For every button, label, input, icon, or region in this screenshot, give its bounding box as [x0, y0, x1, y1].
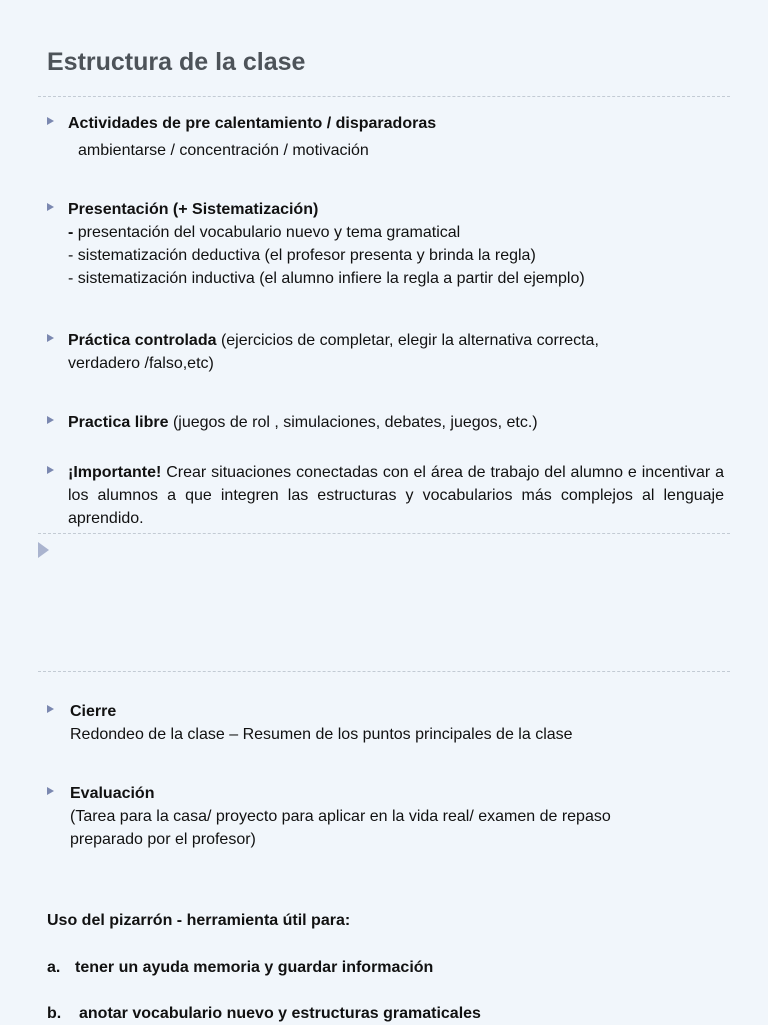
bullet-arrow-icon [47, 416, 54, 424]
item-line: - sistematización inductiva (el alumno infiere la regla a partir del ejemplo) [68, 270, 585, 287]
dash: - [68, 224, 78, 241]
pizarron-item-a [47, 956, 433, 979]
list-item-evaluacion [47, 782, 727, 851]
item-line: Redondeo de la clase – Resumen de los puntos principales de la clase [70, 726, 573, 743]
bullet-arrow-icon [47, 117, 54, 125]
page-title: Estructura de la clase [47, 48, 306, 76]
item-text: (juegos de rol , simulaciones, debates, juegos, etc.) [168, 414, 538, 431]
list-label: b. [47, 1005, 62, 1022]
divider [38, 533, 730, 534]
item-heading: Cierre [70, 703, 117, 720]
bullet-arrow-icon [47, 466, 54, 474]
item-heading: ¡Importante! [68, 464, 162, 481]
pizarron-item-b [47, 1002, 481, 1025]
item-text: Crear situaciones conectadas con el área de trabajo del alumno e incentivar a los alumnos a que integren las estructuras y vocabularios más complejos al lenguaje aprendido. [68, 464, 724, 527]
item-line: ambientarse / concentración / motivación [78, 142, 369, 159]
bullet-arrow-icon [47, 334, 54, 342]
item-line: - sistematización deductiva (el profesor presenta y brinda la regla) [68, 247, 536, 264]
divider [38, 671, 730, 672]
item-line: (Tarea para la casa/ proyecto para aplicar en la vida real/ examen de repaso preparado por el profesor) [70, 808, 611, 848]
divider [38, 96, 730, 97]
list-label: a. [47, 959, 61, 976]
bullet-arrow-icon [47, 203, 54, 211]
list-item-practica-controlada [47, 329, 727, 375]
pizarron-heading: Uso del pizarrón - herramienta útil para: [47, 912, 351, 929]
slide-arrow-icon [38, 542, 49, 558]
item-heading: Práctica controlada [68, 332, 217, 349]
bullet-arrow-icon [47, 787, 54, 795]
bullet-arrow-icon [47, 705, 54, 713]
list-item-presentacion [47, 198, 727, 290]
list-item-cierre [47, 700, 727, 746]
item-line-text: presentación del vocabulario nuevo y tema gramatical [77, 224, 461, 241]
list-item-practica-libre [47, 411, 727, 434]
item-heading: Practica libre [68, 414, 169, 431]
item-heading: Evaluación [70, 785, 155, 802]
item-line [68, 221, 727, 244]
list-item-importante [47, 461, 727, 530]
list-text: tener un ayuda memoria y guardar información [75, 959, 434, 976]
item-heading: Actividades de pre calentamiento / disparadoras [68, 115, 437, 132]
list-item-pre-calentamiento [47, 112, 727, 162]
item-heading: Presentación (+ Sistematización) [68, 201, 319, 218]
item-text: (ejercicios de completar, elegir la alternativa correcta, verdadero /falso,etc) [68, 332, 599, 372]
list-text: anotar vocabulario nuevo y estructuras gramaticales [79, 1005, 481, 1022]
